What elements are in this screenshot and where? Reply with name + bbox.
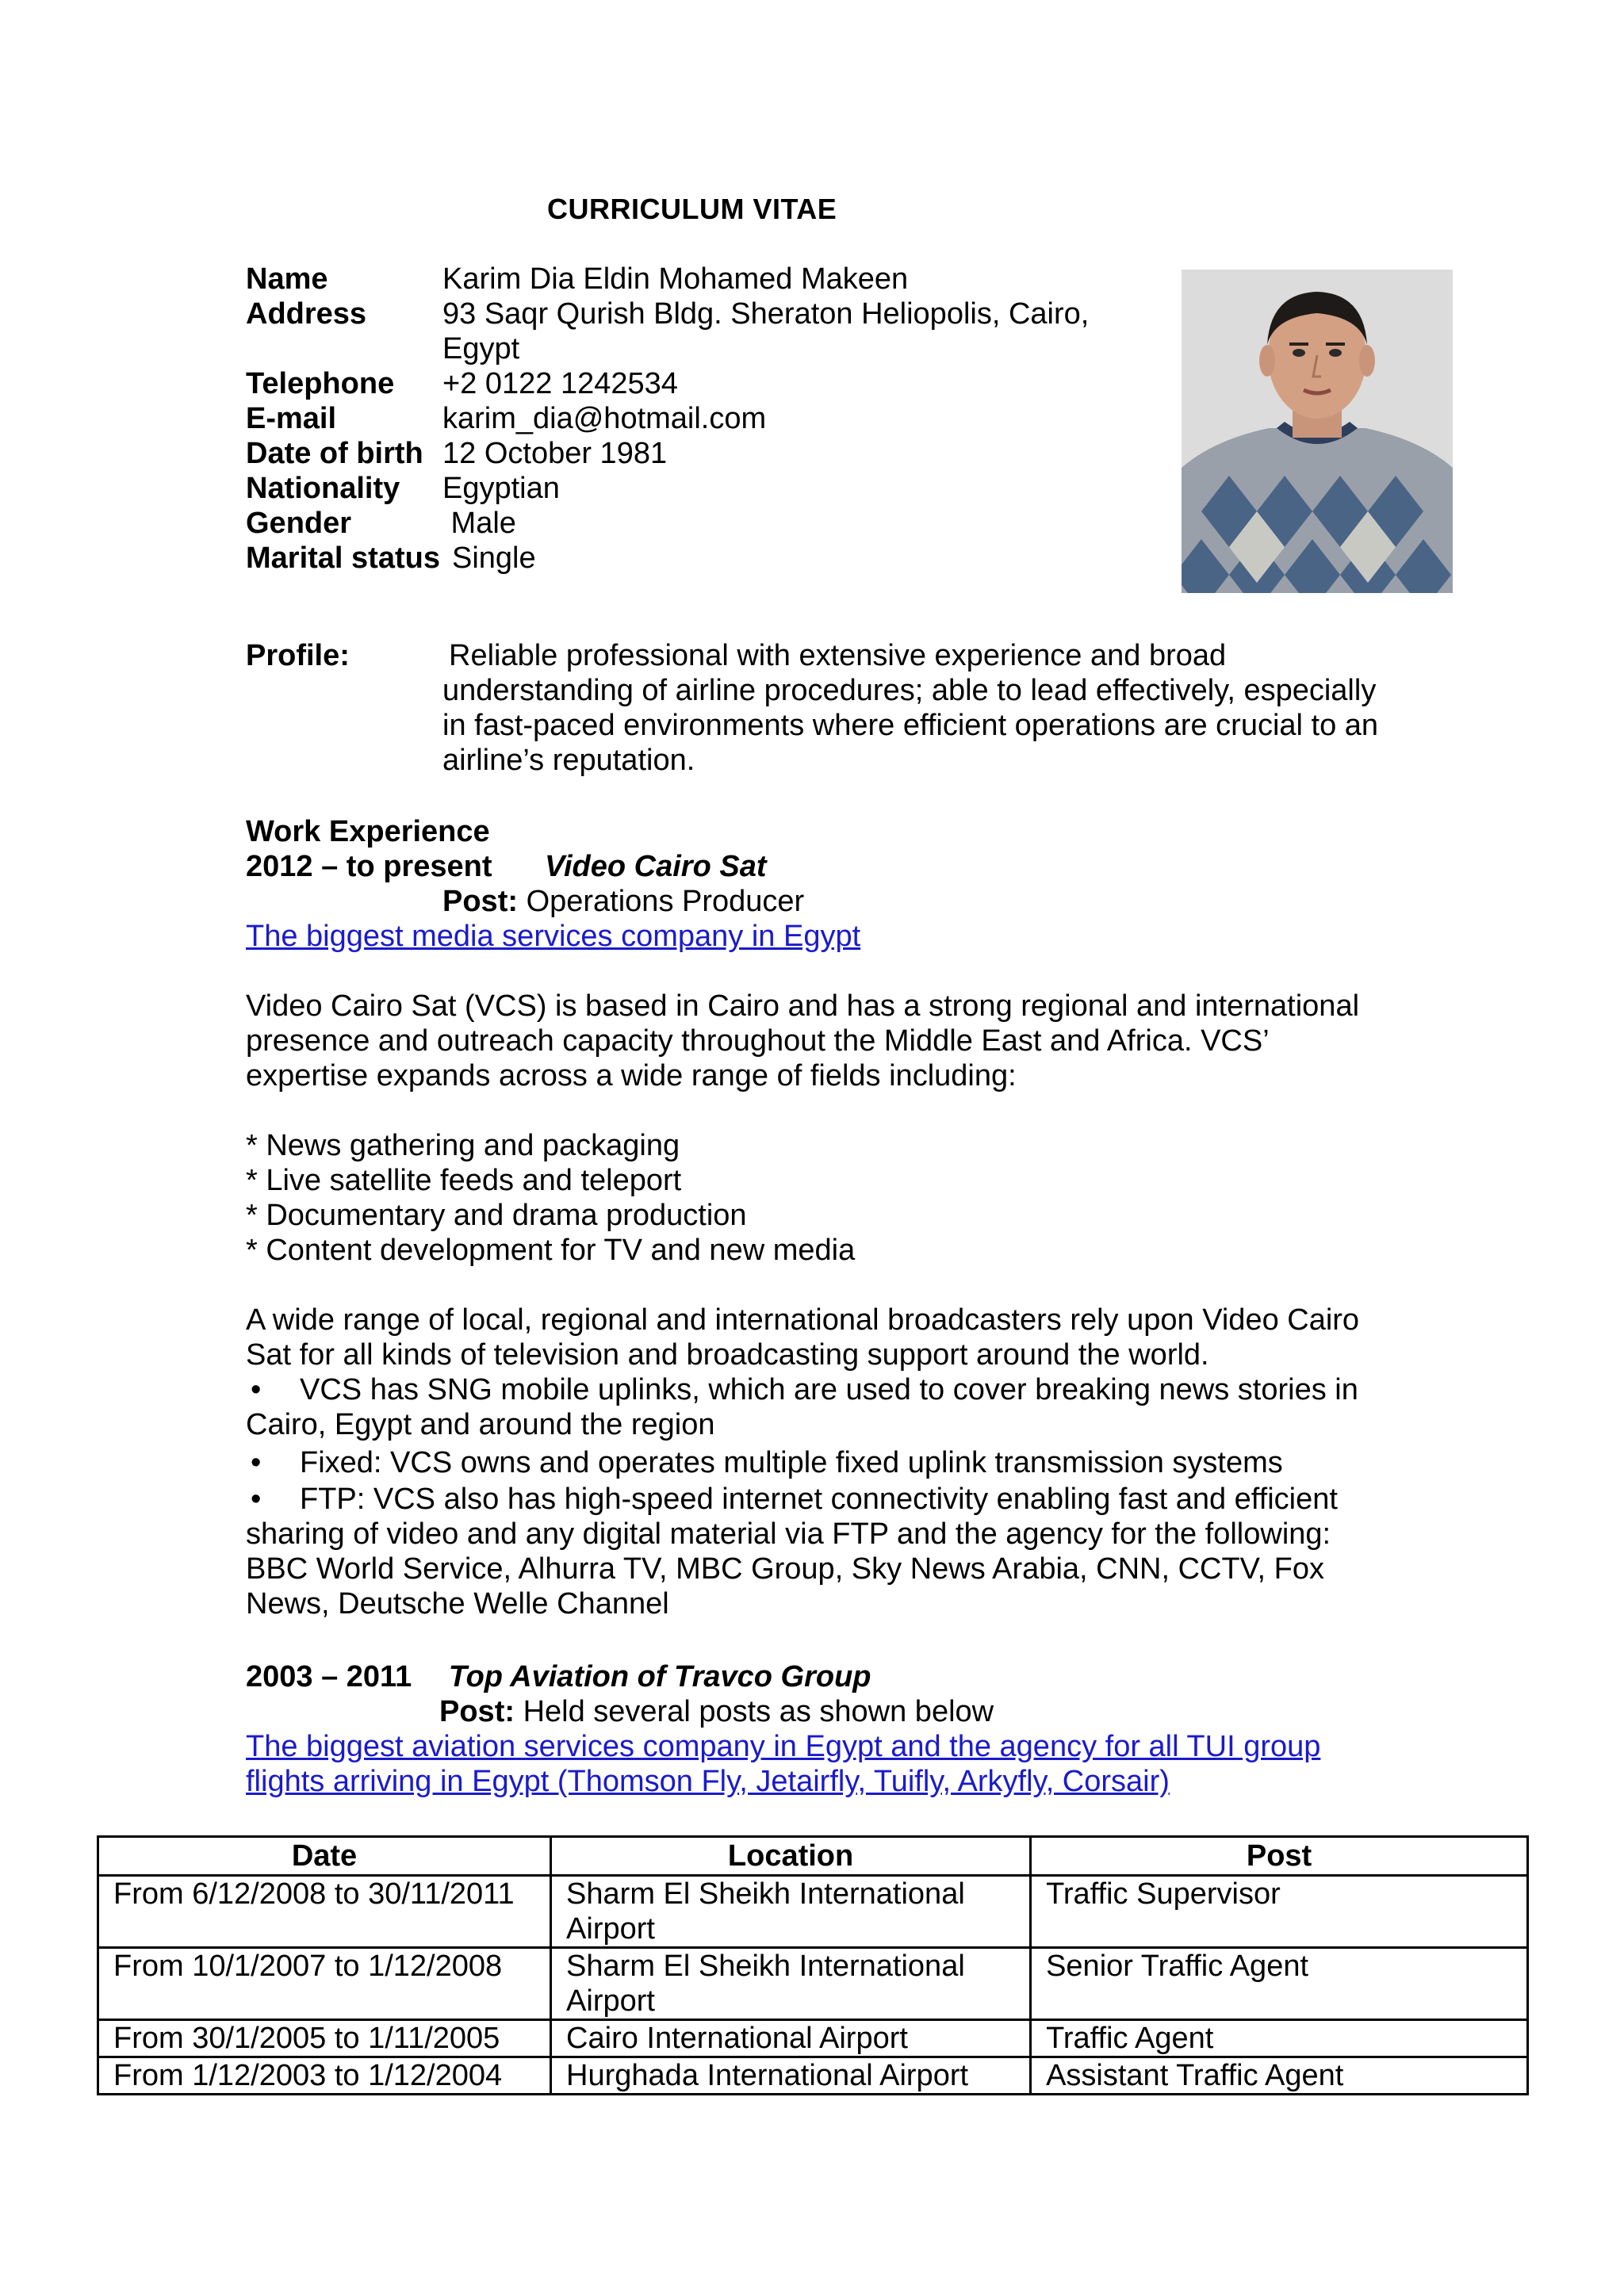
bullet-text: VCS has SNG mobile uplinks, which are used to cover breaking news stories in Cairo, Egypt and around the region <box>246 1373 1358 1441</box>
list-item: * Live satellite feeds and teleport <box>246 1164 682 1197</box>
job1-link-line <box>246 919 1380 954</box>
portrait-image <box>1182 270 1453 593</box>
info-row-dob <box>246 436 1118 471</box>
table-cell-location: Hurghada International Airport <box>551 2057 1031 2095</box>
column-header: Post <box>1031 1837 1528 1876</box>
info-label: Telephone <box>246 367 395 400</box>
post-label: Post: <box>442 885 518 918</box>
info-value: Karim Dia Eldin Mohamed Makeen <box>442 262 909 296</box>
job1-header <box>246 849 1380 884</box>
info-label: Nationality <box>246 472 400 505</box>
info-value: Egyptian <box>442 472 560 505</box>
job1-company-link[interactable]: The biggest media services company in Egypt <box>246 920 861 953</box>
info-value: +2 0122 1242534 <box>442 367 678 400</box>
job1-post <box>246 884 1380 919</box>
table-cell-post: Traffic Supervisor <box>1031 1876 1528 1948</box>
table-cell-post: Traffic Agent <box>1031 2020 1528 2057</box>
job2-company-link[interactable]: The biggest aviation services company in Egypt and the agency for all TUI group flights arriving in Egypt (Thomson Fly, Jetairfly, Tuifly, Arkyfly, Corsair) <box>246 1730 1321 1798</box>
column-header: Location <box>551 1837 1031 1876</box>
info-value: 93 Saqr Qurish Bldg. Sheraton Heliopolis, Cairo, Egypt <box>442 297 1090 365</box>
table-cell-location: Sharm El Sheikh International Airport <box>551 1948 1031 2020</box>
table-cell-date: From 10/1/2007 to 1/12/2008 <box>98 1948 551 2020</box>
profile-section <box>246 638 1386 778</box>
personal-info <box>246 262 1118 576</box>
info-row-nationality <box>246 471 1118 506</box>
work-experience-heading <box>246 814 1380 849</box>
profile-photo <box>1182 270 1453 593</box>
info-value: 12 October 1981 <box>442 437 668 470</box>
list-item: * News gathering and packaging <box>246 1129 680 1162</box>
positions-table <box>97 1835 1529 2095</box>
page-title: CURRICULUM VITAE <box>547 193 837 225</box>
bullet-dot-icon: • <box>251 1446 262 1479</box>
job2-header <box>246 1659 1380 1694</box>
column-header: Date <box>98 1837 551 1876</box>
info-label: Address <box>246 297 367 331</box>
table-row <box>98 2057 1528 2095</box>
bullet-text: FTP: VCS also has high-speed internet connectivity enabling fast and efficient sharing of video and any digital material via FTP and the agency for the following: BBC World Service, Alhurra TV, MBC Group, Sky News Arabia, CNN, CCTV, Fox News, Deutsche Welle Channel <box>246 1483 1338 1621</box>
table-cell-post: Senior Traffic Agent <box>1031 1948 1528 2020</box>
profile-text <box>442 638 1386 778</box>
info-value: Single <box>452 541 536 575</box>
table-row <box>98 1876 1528 1948</box>
bullet-text: Fixed: VCS owns and operates multiple fixed uplink transmission systems <box>300 1446 1283 1479</box>
profile-label: Profile: <box>246 639 350 672</box>
job2-company: Top Aviation of Travco Group <box>448 1660 871 1693</box>
table-row <box>98 1948 1528 2020</box>
table-cell-post: Assistant Traffic Agent <box>1031 2057 1528 2095</box>
table-header-row <box>98 1837 1528 1876</box>
info-row-gender <box>246 506 1118 541</box>
email-value: karim_dia@hotmail.com <box>442 402 767 435</box>
job2-post <box>246 1694 1380 1729</box>
profile-text-content: Reliable professional with extensive experience and broad understanding of airline procedures; able to lead effectively, especially in fast-paced environments where efficient operations are crucial to an airline’s reputation. <box>442 639 1379 777</box>
bullet-item <box>246 1445 1380 1482</box>
info-row-address <box>246 297 1118 366</box>
info-label: Gender <box>246 507 352 540</box>
info-label: Name <box>246 262 328 296</box>
info-label: E-mail <box>246 402 337 435</box>
post-value: Operations Producer <box>526 885 805 918</box>
bullet-dot-icon: • <box>251 1483 262 1516</box>
section-heading: Work Experience <box>246 815 490 848</box>
info-row-name <box>246 262 1118 297</box>
info-row-email <box>246 401 1118 436</box>
bullet-item <box>246 1482 1380 1621</box>
info-label: Marital status <box>246 541 440 575</box>
table-cell-date: From 1/12/2003 to 1/12/2004 <box>98 2057 551 2095</box>
info-row-marital <box>246 541 1118 576</box>
post-value: Held several posts as shown below <box>523 1695 994 1728</box>
table-cell-date: From 30/1/2005 to 1/11/2005 <box>98 2020 551 2057</box>
list-item: * Content development for TV and new media <box>246 1234 856 1267</box>
job2-period: 2003 – 2011 <box>246 1660 412 1693</box>
bullet-item <box>246 1372 1380 1445</box>
job1-bullets <box>246 1372 1380 1621</box>
post-label: Post: <box>439 1695 515 1728</box>
job1-fields-list <box>246 1128 1380 1268</box>
list-item: * Documentary and drama production <box>246 1199 747 1232</box>
table-row <box>98 2020 1528 2057</box>
info-value: Male <box>442 507 516 540</box>
info-label: Date of birth <box>246 437 423 470</box>
bullet-dot-icon: • <box>251 1373 262 1406</box>
job2-link-line <box>246 1729 1356 1799</box>
table-cell-location: Sharm El Sheikh International Airport <box>551 1876 1031 1948</box>
job1-period: 2012 – to present <box>246 850 492 883</box>
table-cell-date: From 6/12/2008 to 30/11/2011 <box>98 1876 551 1948</box>
info-row-telephone <box>246 366 1118 401</box>
table-cell-location: Cairo International Airport <box>551 2020 1031 2057</box>
job1-intro: Video Cairo Sat (VCS) is based in Cairo and has a strong regional and international presence and outreach capacity throughout the Middle East and Africa. VCS’ expertise expands across a wide range of fields including: <box>246 989 1360 1093</box>
job1-company: Video Cairo Sat <box>545 850 767 883</box>
job1-broadcasters: A wide range of local, regional and international broadcasters rely upon Video Cairo Sat for all kinds of television and broadcasting support around the world. <box>246 1303 1360 1372</box>
